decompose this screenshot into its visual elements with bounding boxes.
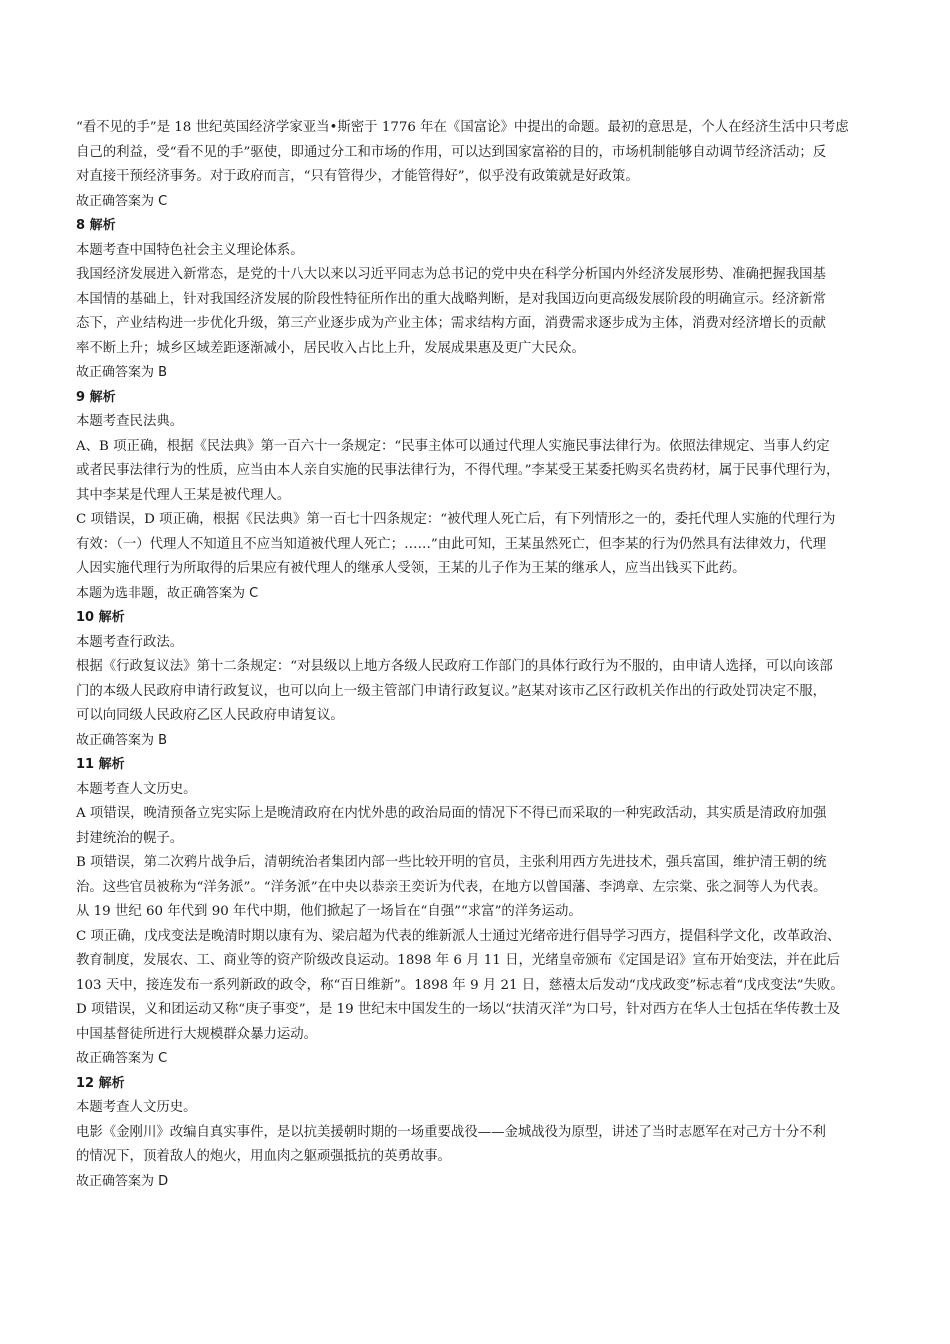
paragraph-line: 本题考查行政法。 [76, 634, 184, 650]
paragraph-line: 可以向同级人民政府乙区人民政府申请复议。 [76, 708, 344, 723]
paragraph-line: “看不见的手”是 18 世纪英国经济学家亚当•斯密于 1776 年在《国富论》中提出的命题。最初的意思是，个人在经济生活中只考虑 [76, 120, 849, 135]
paragraph-line: C 项正确，戊戌变法是晚清时期以康有为、梁启超为代表的维新派人士通过光绪帝进行倡导学习西方，提倡科学文化，改革政治、 [76, 928, 841, 944]
paragraph-line: 对直接干预经济事务。对于政府而言，“只有管得少，才能管得好”，似乎没有政策就是好政策。 [76, 169, 639, 184]
paragraph-line: 电影《金刚川》改编自真实事件，是以抗美援朝时期的一场重要战役——金城战役为原型，讲述了当时志愿军在对己方十分不利 [76, 1124, 826, 1140]
paragraph-line: B 项错误，第二次鸦片战争后，清朝统治者集团内部一些比较开明的官员，主张利用西方先进技术，强兵富国，维护清王朝的统 [76, 855, 827, 870]
question-10-section [76, 606, 884, 753]
paragraph-line: 本国情的基础上，针对我国经济发展的阶段性特征所作出的重大战略判断，是对我国迈向更高级发展阶段的明确宣示。经济新常 [76, 291, 826, 307]
answer-line: 故正确答案为 C [76, 193, 168, 209]
paragraph-line: 根据《行政复议法》第十二条规定：“对县级以上地方各级人民政府工作部门的具体行政行为不服的，由申请人选择，可以向该部 [76, 659, 833, 674]
paragraph-line: 治。这些官员被称为“洋务派”。“洋务派”在中央以恭亲王奕䜣为代表，在地方以曾国藩、李鸿章、左宗棠、张之洞等人为代表。 [76, 879, 827, 895]
paragraph-line: 其中李某是代理人王某是被代理人。 [76, 487, 291, 503]
paragraph-line: 本题考查人文历史。 [76, 781, 197, 797]
paragraph-line: 自己的利益，受“看不见的手”驱使，即通过分工和市场的作用，可以达到国家富裕的目的，市场机制能够自动调节经济活动；反 [76, 144, 827, 160]
question-8-section [76, 214, 884, 386]
paragraph-line: 或者民事法律行为的性质，应当由本人亲自实施的民事法律行为，不得代理。”李某受王某委托购买名贵药材，属于民事代理行为， [76, 463, 840, 478]
question-heading: 11 解析 [76, 757, 125, 772]
paragraph-line: 的情况下，顶着敌人的炮火，用血肉之躯顽强抵抗的英勇故事。 [76, 1149, 451, 1164]
paragraph-line: 本题考查人文历史。 [76, 1100, 197, 1115]
answer-line: 故正确答案为 C [76, 1051, 168, 1066]
paragraph-line: 本题考查中国特色社会主义理论体系。 [76, 242, 304, 258]
paragraph-line: 率不断上升；城乡区域差距逐渐减小，居民收入占比上升，发展成果惠及更广大民众。 [76, 340, 585, 356]
question-11-section [76, 753, 884, 1072]
question-heading: 12 解析 [76, 1075, 125, 1091]
paragraph-line: D 项错误，义和团运动又称“庚子事变”，是 19 世纪末中国发生的一场以“扶清灭洋”为口号，针对西方在华人士包括在华传教士及 [76, 1002, 841, 1017]
question-9-section [76, 386, 884, 607]
paragraph-line: 态下，产业结构进一步优化升级，第三产业逐步成为产业主体；需求结构方面，消费需求逐步成为主体，消费对经济增长的贡献 [76, 316, 826, 331]
question-heading: 10 解析 [76, 610, 125, 625]
intro-section [76, 116, 884, 214]
answer-line: 故正确答案为 D [76, 1173, 169, 1189]
paragraph-line: 我国经济发展进入新常态，是党的十八大以来以习近平同志为总书记的党中央在科学分析国内外经济发展形势、准确把握我国基 [76, 267, 826, 282]
answer-line: 故正确答案为 B [76, 732, 168, 748]
paragraph-line: 人因实施代理行为所取得的后果应有被代理人的继承人受领，王某的儿子作为王某的继承人，应当出钱买下此药。 [76, 561, 746, 576]
paragraph-line: C 项错误，D 项正确，根据《民法典》第一百七十四条规定：“被代理人死亡后，有下列情形之一的，委托代理人实施的代理行为 [76, 512, 836, 527]
answer-line: 本题为选非题，故正确答案为 C [76, 585, 259, 601]
paragraph-line: A 项错误，晚清预备立宪实际上是晚清政府在内忧外患的政治局面的情况下不得已而采取的一种宪政活动，其实质是清政府加强 [76, 806, 827, 821]
paragraph-line: 从 19 世纪 60 年代到 90 年代中期，他们掀起了一场旨在“自强”“求富”的洋务运动。 [76, 904, 582, 919]
question-heading: 8 解析 [76, 218, 116, 233]
paragraph-line: 封建统治的幌子。 [76, 830, 184, 846]
answer-line: 故正确答案为 B [76, 365, 168, 380]
question-12-section [76, 1072, 884, 1195]
paragraph-line: 教育制度，发展农、工、商业等的资产阶级改良运动。1898 年 6 月 11 日，光绪皇帝颁布《定国是诏》宣布开始变法，并在此后 [76, 953, 840, 968]
paragraph-line: A、B 项正确，根据《民法典》第一百六十一条规定：“民事主体可以通过代理人实施民事法律行为。依照法律规定、当事人约定 [76, 438, 830, 454]
paragraph-line: 门的本级人民政府申请行政复议，也可以向上一级主管部门申请行政复议。”赵某对该市乙区行政机关作出的行政处罚决定不服， [76, 683, 827, 699]
paragraph-line: 103 天中，接连发布一系列新政的政令，称“百日维新”。1898 年 9 月 21 日，慈禧太后发动“戊戌政变”标志着“戊戌变法”失败。 [76, 977, 844, 993]
paragraph-line: 本题考查民法典。 [76, 414, 184, 429]
paragraph-line: 有效：（一）代理人不知道且不应当知道被代理人死亡；……”由此可知，王某虽然死亡，但李某的行为仍然具有法律效力，代理 [76, 536, 827, 552]
document-page [76, 116, 884, 1194]
paragraph-line: 中国基督徒所进行大规模群众暴力运动。 [76, 1026, 318, 1042]
question-heading: 9 解析 [76, 389, 116, 405]
